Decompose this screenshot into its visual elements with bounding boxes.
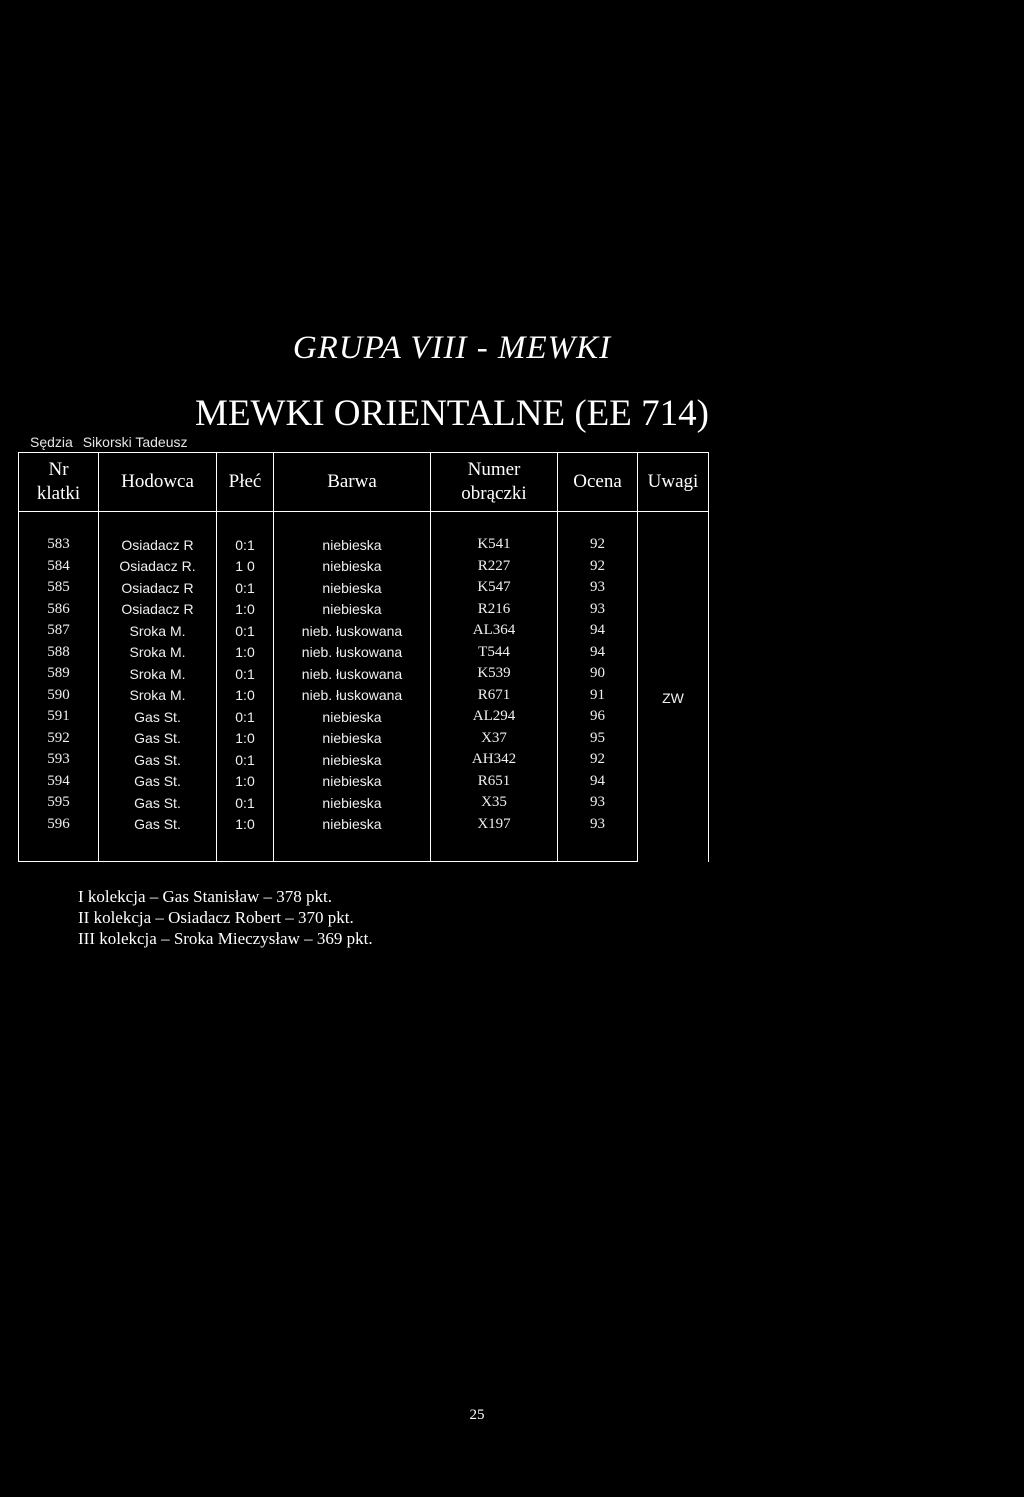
table-row	[19, 620, 709, 642]
table-row	[19, 599, 709, 621]
row-nr: 593	[19, 749, 99, 771]
row-ring: X35	[431, 792, 558, 814]
row-sex: 1:0	[217, 599, 274, 621]
row-ring: X197	[431, 814, 558, 836]
header-sex: Płeć	[217, 453, 274, 512]
row-sex: 0:1	[217, 534, 274, 556]
row-color: niebieska	[274, 728, 431, 750]
row-score: 96	[558, 706, 638, 728]
row-color: nieb. łuskowana	[274, 685, 431, 707]
row-color: nieb. łuskowana	[274, 663, 431, 685]
row-sex: 1:0	[217, 771, 274, 793]
row-nr: 595	[19, 792, 99, 814]
row-nr: 592	[19, 728, 99, 750]
spacer-row	[19, 512, 709, 535]
row-nr: 586	[19, 599, 99, 621]
row-ring: T544	[431, 642, 558, 664]
row-color: nieb. łuskowana	[274, 642, 431, 664]
row-breeder: Sroka M.	[99, 663, 217, 685]
row-sex: 0:1	[217, 706, 274, 728]
row-nr: 585	[19, 577, 99, 599]
header-nr	[19, 453, 99, 512]
row-score: 92	[558, 556, 638, 578]
table-row	[19, 556, 709, 578]
row-color: niebieska	[274, 556, 431, 578]
summary-block	[78, 886, 373, 949]
row-breeder: Gas St.	[99, 792, 217, 814]
row-score: 95	[558, 728, 638, 750]
row-ring: K539	[431, 663, 558, 685]
row-breeder: Sroka M.	[99, 620, 217, 642]
row-nr: 594	[19, 771, 99, 793]
row-breeder: Osiadacz R	[99, 599, 217, 621]
table-row	[19, 749, 709, 771]
row-sex: 1:0	[217, 814, 274, 836]
table-row	[19, 577, 709, 599]
row-nr: 584	[19, 556, 99, 578]
row-sex: 1 0	[217, 556, 274, 578]
page-number: 25	[469, 1407, 485, 1423]
row-ring: AL364	[431, 620, 558, 642]
row-sex: 1:0	[217, 728, 274, 750]
row-color: niebieska	[274, 771, 431, 793]
row-color: niebieska	[274, 599, 431, 621]
row-score: 94	[558, 642, 638, 664]
row-breeder: Gas St.	[99, 771, 217, 793]
row-remarks: ZW	[638, 534, 709, 862]
row-sex: 1:0	[217, 642, 274, 664]
row-breeder: Osiadacz R	[99, 534, 217, 556]
header-nr-line2: klatki	[36, 483, 81, 504]
table-row	[19, 728, 709, 750]
row-sex: 1:0	[217, 685, 274, 707]
row-sex: 0:1	[217, 577, 274, 599]
row-nr: 583	[19, 534, 99, 556]
row-score: 94	[558, 771, 638, 793]
results-table	[18, 452, 709, 862]
row-breeder: Sroka M.	[99, 685, 217, 707]
header-breeder: Hodowca	[99, 453, 217, 512]
row-breeder: Gas St.	[99, 814, 217, 836]
row-ring: R227	[431, 556, 558, 578]
row-nr: 587	[19, 620, 99, 642]
row-color: niebieska	[274, 706, 431, 728]
table-row	[19, 792, 709, 814]
row-sex: 0:1	[217, 663, 274, 685]
row-ring: K541	[431, 534, 558, 556]
row-nr: 588	[19, 642, 99, 664]
row-nr: 596	[19, 814, 99, 836]
row-color: niebieska	[274, 534, 431, 556]
row-score: 90	[558, 663, 638, 685]
header-ring	[431, 453, 558, 512]
header-nr-line1: Nr	[48, 459, 69, 480]
row-color: niebieska	[274, 577, 431, 599]
row-color: nieb. łuskowana	[274, 620, 431, 642]
row-sex: 0:1	[217, 620, 274, 642]
judge-label: Sędzia	[30, 434, 73, 450]
row-nr: 589	[19, 663, 99, 685]
row-score: 92	[558, 534, 638, 556]
judge-line	[30, 434, 188, 450]
row-breeder: Osiadacz R.	[99, 556, 217, 578]
table-row	[19, 706, 709, 728]
row-color: niebieska	[274, 792, 431, 814]
row-breeder: Gas St.	[99, 728, 217, 750]
table-row	[19, 663, 709, 685]
row-nr: 591	[19, 706, 99, 728]
row-score: 93	[558, 814, 638, 836]
row-ring: R216	[431, 599, 558, 621]
row-ring: K547	[431, 577, 558, 599]
header-row	[19, 453, 709, 512]
row-sex: 0:1	[217, 749, 274, 771]
row-ring: AH342	[431, 749, 558, 771]
judge-name: Sikorski Tadeusz	[82, 434, 188, 450]
summary-line-2: II kolekcja – Osiadacz Robert – 370 pkt.	[78, 908, 354, 927]
row-score: 91	[558, 685, 638, 707]
row-score: 93	[558, 792, 638, 814]
table-row	[19, 534, 709, 556]
header-ring-line1: Numer	[467, 459, 521, 480]
table-row	[19, 771, 709, 793]
header-score: Ocena	[558, 453, 638, 512]
class-title: MEWKI ORIENTALNE (EE 714)	[195, 393, 709, 434]
header-ring-line2: obrączki	[461, 483, 527, 504]
table-row	[19, 642, 709, 664]
row-nr: 590	[19, 685, 99, 707]
table-row	[19, 814, 709, 836]
row-breeder: Gas St.	[99, 749, 217, 771]
row-ring: R671	[431, 685, 558, 707]
end-spacer-row	[19, 835, 709, 862]
summary-line-1: I kolekcja – Gas Stanisław – 378 pkt.	[78, 887, 333, 906]
row-breeder: Sroka M.	[99, 642, 217, 664]
row-color: niebieska	[274, 749, 431, 771]
table-body	[19, 512, 709, 862]
row-ring: R651	[431, 771, 558, 793]
table-row	[19, 685, 709, 707]
row-ring: AL294	[431, 706, 558, 728]
row-score: 93	[558, 577, 638, 599]
header-remarks: Uwagi	[638, 453, 709, 512]
row-breeder: Gas St.	[99, 706, 217, 728]
row-breeder: Osiadacz R	[99, 577, 217, 599]
row-sex: 0:1	[217, 792, 274, 814]
row-ring: X37	[431, 728, 558, 750]
group-title: GRUPA VIII - MEWKI	[292, 330, 612, 366]
summary-line-3: III kolekcja – Sroka Mieczysław – 369 pkt.	[78, 929, 373, 948]
row-color: niebieska	[274, 814, 431, 836]
row-score: 93	[558, 599, 638, 621]
row-score: 92	[558, 749, 638, 771]
row-score: 94	[558, 620, 638, 642]
header-color: Barwa	[274, 453, 431, 512]
